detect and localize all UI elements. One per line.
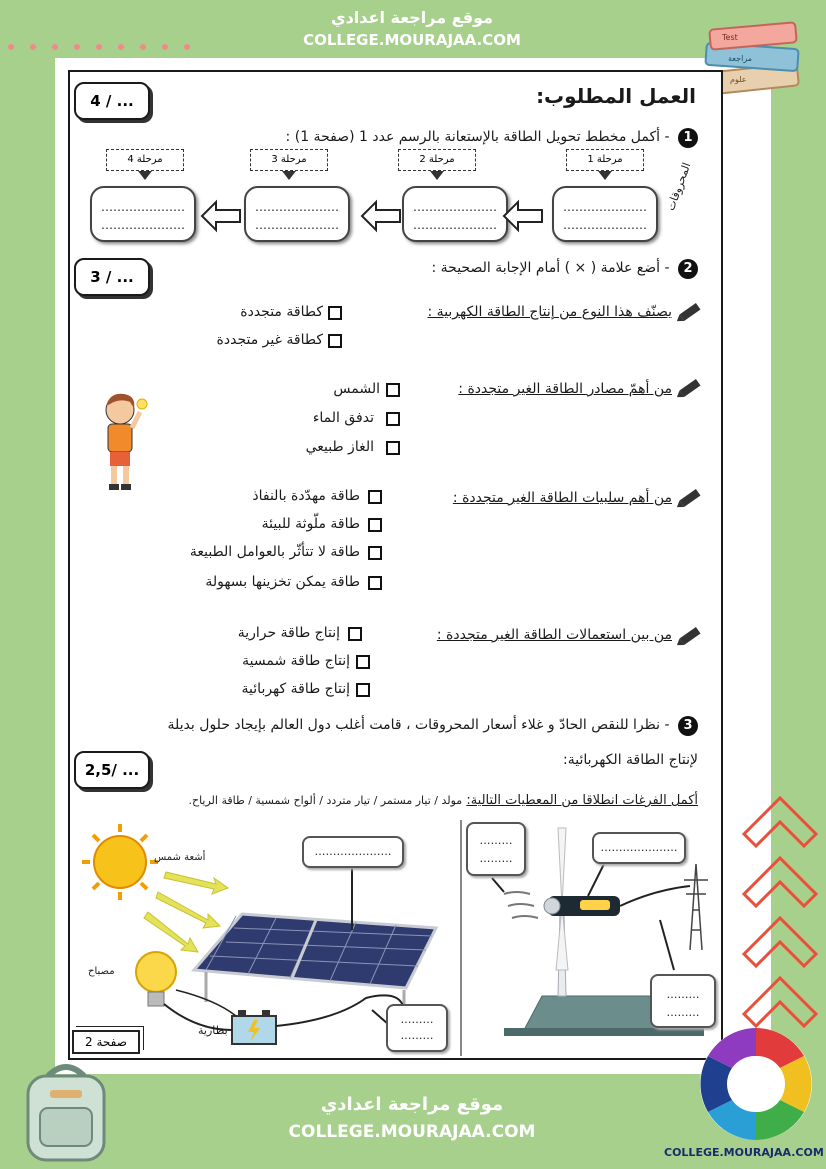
checkbox-g2-3[interactable] bbox=[386, 441, 400, 455]
checkbox-g3-1[interactable] bbox=[368, 490, 382, 504]
header-site-en[interactable]: COLLEGE.MOURAJAA.COM bbox=[303, 31, 521, 49]
wind-blank-current[interactable] bbox=[650, 974, 716, 1028]
q3-instruction bbox=[188, 793, 698, 808]
score-box-3: 2,5/ ... bbox=[74, 751, 150, 789]
stage-box-3-dots-2: ………………… bbox=[255, 218, 339, 232]
wind-blank-generator[interactable] bbox=[592, 832, 686, 864]
stage-label-arrow-2 bbox=[430, 171, 444, 180]
wind-blank-generator-dots: ………………… bbox=[600, 841, 678, 854]
stage-box-2-dots-2: ………………… bbox=[413, 218, 497, 232]
battery-icon bbox=[232, 1010, 276, 1044]
score-box-1: 4 / ... bbox=[74, 82, 150, 120]
pylon-icon bbox=[684, 864, 708, 950]
stage-box-2-dots: ………………… bbox=[413, 200, 497, 214]
stage-label-arrow-1 bbox=[598, 171, 612, 180]
q2-number: 2 bbox=[678, 259, 698, 279]
checkbox-g3-4[interactable] bbox=[368, 576, 382, 590]
q2-group3-prompt: من أهم سلبيات الطاقة الغير متجددة : bbox=[452, 490, 672, 506]
worksheet-title: العمل المطلوب: bbox=[536, 84, 696, 108]
option-g3-1: طاقة مهدّدة بالنفاذ bbox=[252, 488, 360, 504]
stage-box-1[interactable] bbox=[552, 186, 658, 242]
q1-number: 1 bbox=[678, 128, 698, 148]
wind-blank-current-dots-2: ……… bbox=[666, 1006, 700, 1019]
checkbox-g2-2[interactable] bbox=[386, 412, 400, 426]
stage-label-3: مرحلة 3 bbox=[250, 149, 328, 171]
solar-blank-current-dots-2: ……… bbox=[400, 1029, 434, 1042]
footer-site-ar: موقع مراجعة اعدادي bbox=[320, 1094, 504, 1115]
option-g4-1: إنتاج طاقة حرارية bbox=[237, 625, 340, 641]
option-g2-1: الشمس bbox=[333, 381, 380, 397]
option-g3-4: طاقة يمكن تخزينها بسهولة bbox=[205, 574, 360, 590]
book-label-1: Test bbox=[722, 33, 738, 42]
stage-box-1-dots-2: ………………… bbox=[563, 218, 647, 232]
q2-group1-prompt: يصنّف هذا النوع من إنتاج الطاقة الكهربية : bbox=[427, 304, 672, 320]
checkbox-g1-2[interactable] bbox=[328, 334, 342, 348]
checkbox-g4-3[interactable] bbox=[356, 683, 370, 697]
checkbox-g1-1[interactable] bbox=[328, 306, 342, 320]
book-label-3: علوم bbox=[730, 75, 747, 84]
q3-line1: 3 - نظرا للنقص الحادّ و غلاء أسعار المحروقات ، قامت أغلب دول العالم بإيجاد حلول بديلة bbox=[168, 716, 698, 736]
option-g3-3: طاقة لا تتأثّر بالعوامل الطبيعة bbox=[189, 544, 360, 560]
option-g4-3: إنتاج طاقة كهربائية bbox=[241, 681, 350, 697]
checkbox-g4-1[interactable] bbox=[348, 627, 362, 641]
checkbox-g3-3[interactable] bbox=[368, 546, 382, 560]
q2-text: 2 - أضع علامة ( × ) أمام الإجابة الصحيحة : bbox=[432, 259, 699, 279]
stage-label-2: مرحلة 2 bbox=[398, 149, 476, 171]
diagram-divider bbox=[460, 820, 462, 1056]
option-g3-2: طاقة ملّوثة للبيئة bbox=[261, 516, 360, 532]
header-banner bbox=[262, 0, 562, 58]
checkbox-g4-2[interactable] bbox=[356, 655, 370, 669]
option-g2-2: تدفق الماء bbox=[312, 410, 374, 426]
option-g2-3: الغاز طبيعي bbox=[305, 439, 374, 455]
stage-box-1-dots: ………………… bbox=[563, 200, 647, 214]
decorative-dots bbox=[8, 44, 208, 52]
option-g1-1: كطاقة متجددة bbox=[240, 304, 323, 320]
sun-icon bbox=[82, 824, 158, 900]
stage-label-arrow-3 bbox=[282, 171, 296, 180]
solar-blank-panel-dots: ………………… bbox=[314, 845, 392, 858]
wind-blank-wind-dots-2: ……… bbox=[479, 852, 513, 865]
header-site-ar: موقع مراجعة اعدادي bbox=[330, 8, 494, 27]
checkbox-g2-1[interactable] bbox=[386, 383, 400, 397]
backpack-icon bbox=[14, 1056, 118, 1164]
brand-logo-icon bbox=[694, 1024, 818, 1144]
checkbox-g3-2[interactable] bbox=[368, 518, 382, 532]
stage-label-1: مرحلة 1 bbox=[566, 149, 644, 171]
wind-blank-current-dots-1: ……… bbox=[666, 988, 700, 1001]
stage-label-arrow-4 bbox=[138, 171, 152, 180]
chevron-decoration-icon bbox=[738, 790, 822, 1050]
q3-line2: لإنتاج الطاقة الكهربائية: bbox=[563, 752, 698, 768]
score-box-2: 3 / ... bbox=[74, 258, 150, 296]
footer-site-en[interactable]: COLLEGE.MOURAJAA.COM bbox=[288, 1122, 536, 1142]
label-sun-rays: أشعة شمس bbox=[154, 852, 206, 863]
stage-box-3-dots: ………………… bbox=[255, 200, 339, 214]
solar-blank-current[interactable] bbox=[386, 1004, 448, 1052]
q3-line1-text: نظرا للنقص الحادّ و غلاء أسعار المحروقات ، قامت أغلب دول العالم بإيجاد حلول بديلة bbox=[167, 717, 661, 733]
q1-prompt: أكمل مخطط تحويل الطاقة بالإستعانة بالرسم عدد 1 (صفحة 1) : bbox=[285, 129, 661, 145]
stage-box-4-dots: ………………… bbox=[101, 200, 185, 214]
q2-prompt: أضع علامة ( × ) أمام الإجابة الصحيحة : bbox=[431, 260, 661, 276]
label-lamp: مصباح bbox=[88, 966, 115, 977]
footer-banner bbox=[262, 1076, 562, 1169]
fuel-label: المحروقات bbox=[664, 160, 694, 213]
q3-instruction-text: أكمل الفرغات انطلاقا من المعطيات التالية: bbox=[466, 793, 698, 808]
book-label-2: مراجعة bbox=[728, 54, 753, 63]
q2-group4-prompt: من بين استعمالات الطاقة الغير متجددة : bbox=[436, 627, 672, 643]
solar-blank-current-dots-1: ……… bbox=[400, 1013, 434, 1026]
q3-words: مولد / تيار مستمر / تيار متردد / ألواح شمسية / طاقة الرياح. bbox=[188, 794, 463, 807]
stage-arrows bbox=[190, 196, 560, 236]
q2-group2-prompt: من أهمّ مصادر الطاقة الغير متجددة : bbox=[458, 381, 672, 397]
lamp-icon bbox=[136, 952, 176, 1006]
label-battery: بطارية bbox=[198, 1024, 228, 1037]
option-g1-2: كطاقة غير متجددة bbox=[216, 332, 323, 348]
boy-illustration bbox=[96, 390, 152, 494]
wind-blank-wind[interactable] bbox=[466, 822, 526, 876]
wind-blank-wind-dots-1: ……… bbox=[479, 834, 513, 847]
q3-number: 3 bbox=[678, 716, 698, 736]
q1-text: 1 - أكمل مخطط تحويل الطاقة بالإستعانة بالرسم عدد 1 (صفحة 1) : bbox=[286, 128, 698, 148]
page-number-tag: صفحة 2 bbox=[72, 1030, 140, 1054]
solar-blank-panel[interactable] bbox=[302, 836, 404, 868]
stage-box-4[interactable] bbox=[90, 186, 196, 242]
footer-brand-text[interactable]: COLLEGE.MOURAJAA.COM bbox=[664, 1146, 824, 1159]
option-g4-2: إنتاج طاقة شمسية bbox=[242, 653, 350, 669]
stage-box-4-dots-2: ………………… bbox=[101, 218, 185, 232]
stage-label-4: مرحلة 4 bbox=[106, 149, 184, 171]
